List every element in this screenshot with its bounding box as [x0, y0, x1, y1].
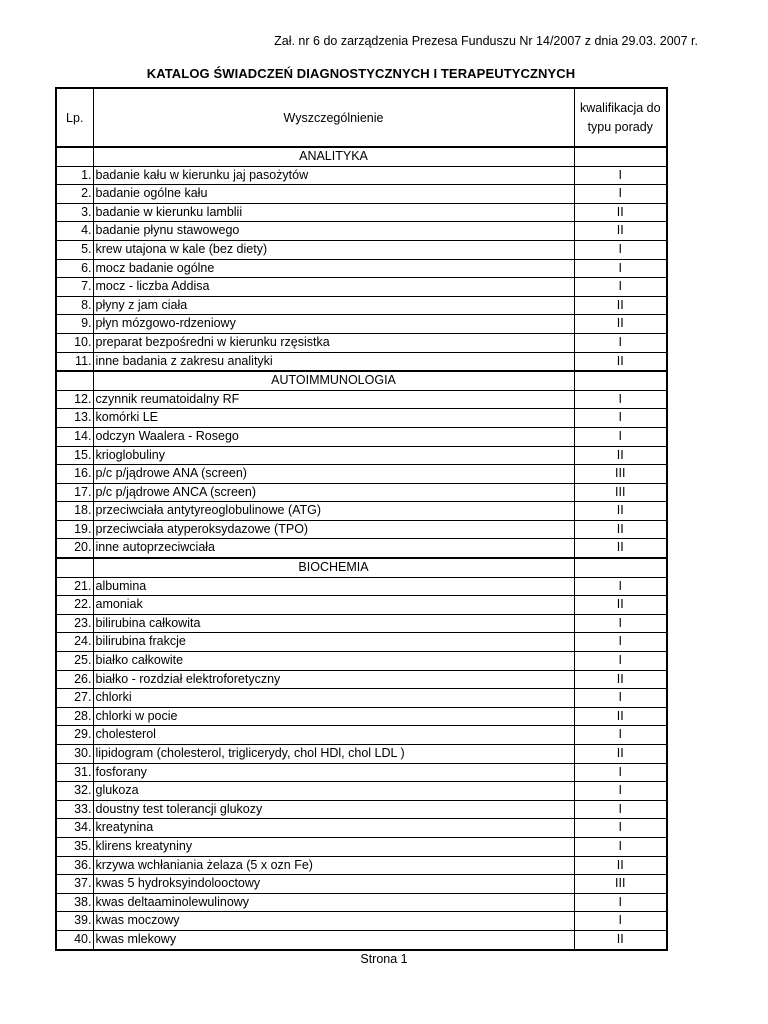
section-row [56, 558, 667, 577]
table-row [56, 520, 667, 539]
row-number: 14. [56, 427, 93, 446]
row-number: 32. [56, 782, 93, 801]
service-name: odczyn Waalera - Rosego [93, 427, 574, 446]
service-name: przeciwciała atyperoksydazowe (TPO) [93, 520, 574, 539]
table-row [56, 315, 667, 334]
table-row [56, 670, 667, 689]
row-number: 10. [56, 333, 93, 352]
service-name: amoniak [93, 596, 574, 615]
service-name: mocz badanie ogólne [93, 259, 574, 278]
table-row [56, 614, 667, 633]
row-number: 36. [56, 856, 93, 875]
qualification-level: I [574, 409, 667, 428]
row-number: 7. [56, 278, 93, 297]
qualification-level: III [574, 875, 667, 894]
service-name: chlorki [93, 689, 574, 708]
service-name: białko całkowite [93, 652, 574, 671]
table-row [56, 689, 667, 708]
row-number: 6. [56, 259, 93, 278]
row-number: 33. [56, 800, 93, 819]
service-name: badanie kału w kierunku jaj pasożytów [93, 166, 574, 185]
table-row [56, 185, 667, 204]
service-name: klirens kreatyniny [93, 837, 574, 856]
row-number: 29. [56, 726, 93, 745]
qualification-level: I [574, 893, 667, 912]
qualification-level: III [574, 465, 667, 484]
table-row [56, 782, 667, 801]
row-number: 35. [56, 837, 93, 856]
row-number: 39. [56, 912, 93, 931]
page-footer: Strona 1 [360, 952, 408, 966]
service-name: kwas mlekowy [93, 930, 574, 949]
qualification-level: I [574, 912, 667, 931]
table-row [56, 222, 667, 241]
table-row [56, 483, 667, 502]
row-number: 3. [56, 203, 93, 222]
service-name: czynnik reumatoidalny RF [93, 390, 574, 409]
service-name: krew utajona w kale (bez diety) [93, 240, 574, 259]
row-number: 40. [56, 930, 93, 949]
qualification-level: I [574, 800, 667, 819]
table-row [56, 596, 667, 615]
qualification-level: III [574, 483, 667, 502]
service-name: białko - rozdział elektroforetyczny [93, 670, 574, 689]
table-row [56, 166, 667, 185]
qualification-level: II [574, 222, 667, 241]
table-row [56, 390, 667, 409]
table-row [56, 930, 667, 949]
section-row [56, 371, 667, 390]
table-header-row [56, 88, 667, 147]
qualification-level: I [574, 240, 667, 259]
row-number: 17. [56, 483, 93, 502]
service-name: p/c p/jądrowe ANCA (screen) [93, 483, 574, 502]
service-name: kreatynina [93, 819, 574, 838]
table-row [56, 707, 667, 726]
row-number: 27. [56, 689, 93, 708]
qualification-level: II [574, 315, 667, 334]
row-number: 34. [56, 819, 93, 838]
row-number: 4. [56, 222, 93, 241]
document-reference: Zał. nr 6 do zarządzenia Prezesa Funduszu Nr 14/2007 z dnia 29.03. 2007 r. [274, 34, 698, 48]
qualification-level: I [574, 837, 667, 856]
section-lp-cell [56, 558, 93, 577]
row-number: 15. [56, 446, 93, 465]
qualification-level: I [574, 259, 667, 278]
table-row [56, 539, 667, 558]
column-header-qualification-line1: kwalifikacja do [579, 101, 661, 115]
table-row [56, 333, 667, 352]
qualification-level: II [574, 203, 667, 222]
column-header-lp: Lp. [56, 88, 93, 147]
row-number: 13. [56, 409, 93, 428]
qualification-level: I [574, 614, 667, 633]
service-name: inne autoprzeciwciała [93, 539, 574, 558]
section-title: ANALITYKA [93, 147, 574, 166]
section-title: BIOCHEMIA [93, 558, 574, 577]
qualification-level: II [574, 502, 667, 521]
service-name: fosforany [93, 763, 574, 782]
table-row [56, 856, 667, 875]
service-name: kwas 5 hydroksyindolooctowy [93, 875, 574, 894]
row-number: 1. [56, 166, 93, 185]
qualification-level: II [574, 670, 667, 689]
row-number: 31. [56, 763, 93, 782]
table-row [56, 800, 667, 819]
table-row [56, 577, 667, 596]
service-name: chlorki w pocie [93, 707, 574, 726]
table-row [56, 352, 667, 371]
row-number: 22. [56, 596, 93, 615]
table-row [56, 837, 667, 856]
row-number: 2. [56, 185, 93, 204]
service-name: płyn mózgowo-rdzeniowy [93, 315, 574, 334]
qualification-level: I [574, 689, 667, 708]
qualification-level: I [574, 427, 667, 446]
table-row [56, 465, 667, 484]
table-row [56, 633, 667, 652]
table-row [56, 912, 667, 931]
service-name: kwas deltaaminolewulinowy [93, 893, 574, 912]
service-name: doustny test tolerancji glukozy [93, 800, 574, 819]
section-qualification-cell [574, 558, 667, 577]
service-name: preparat bezpośredni w kierunku rzęsistka [93, 333, 574, 352]
table-row [56, 278, 667, 297]
service-name: lipidogram (cholesterol, triglicerydy, chol HDl, chol LDL ) [93, 745, 574, 764]
qualification-level: I [574, 577, 667, 596]
service-name: cholesterol [93, 726, 574, 745]
services-catalog-table [55, 87, 668, 951]
section-qualification-cell [574, 371, 667, 390]
document-title: KATALOG ŚWIADCZEŃ DIAGNOSTYCZNYCH I TERAPEUTYCZNYCH [146, 66, 576, 81]
qualification-level: II [574, 446, 667, 465]
service-name: badanie ogólne kału [93, 185, 574, 204]
qualification-level: I [574, 782, 667, 801]
row-number: 37. [56, 875, 93, 894]
service-name: badanie w kierunku lamblii [93, 203, 574, 222]
qualification-level: II [574, 745, 667, 764]
table-row [56, 296, 667, 315]
row-number: 5. [56, 240, 93, 259]
qualification-level: I [574, 166, 667, 185]
qualification-level: I [574, 390, 667, 409]
column-header-qualification [574, 88, 667, 147]
qualification-level: II [574, 520, 667, 539]
row-number: 12. [56, 390, 93, 409]
qualification-level: I [574, 185, 667, 204]
table-row [56, 259, 667, 278]
qualification-level: II [574, 707, 667, 726]
service-name: krioglobuliny [93, 446, 574, 465]
qualification-level: I [574, 763, 667, 782]
table-row [56, 446, 667, 465]
section-lp-cell [56, 147, 93, 166]
service-name: badanie płynu stawowego [93, 222, 574, 241]
service-name: mocz - liczba Addisa [93, 278, 574, 297]
service-name: komórki LE [93, 409, 574, 428]
qualification-level: I [574, 278, 667, 297]
service-name: bilirubina frakcje [93, 633, 574, 652]
table-row [56, 726, 667, 745]
service-name: albumina [93, 577, 574, 596]
table-row [56, 409, 667, 428]
service-name: przeciwciała antytyreoglobulinowe (ATG) [93, 502, 574, 521]
row-number: 18. [56, 502, 93, 521]
table-row [56, 203, 667, 222]
section-lp-cell [56, 371, 93, 390]
service-name: kwas moczowy [93, 912, 574, 931]
row-number: 16. [56, 465, 93, 484]
table-row [56, 240, 667, 259]
service-name: płyny z jam ciała [93, 296, 574, 315]
table-row [56, 427, 667, 446]
row-number: 24. [56, 633, 93, 652]
qualification-level: I [574, 333, 667, 352]
service-name: p/c p/jądrowe ANA (screen) [93, 465, 574, 484]
table-row [56, 893, 667, 912]
qualification-level: I [574, 726, 667, 745]
table-row [56, 652, 667, 671]
section-qualification-cell [574, 147, 667, 166]
row-number: 9. [56, 315, 93, 334]
column-header-qualification-line2: typu porady [587, 120, 653, 134]
qualification-level: II [574, 856, 667, 875]
qualification-level: II [574, 296, 667, 315]
qualification-level: II [574, 539, 667, 558]
row-number: 30. [56, 745, 93, 764]
qualification-level: II [574, 930, 667, 949]
service-name: bilirubina całkowita [93, 614, 574, 633]
qualification-level: I [574, 633, 667, 652]
row-number: 38. [56, 893, 93, 912]
row-number: 8. [56, 296, 93, 315]
qualification-level: II [574, 596, 667, 615]
table-row [56, 763, 667, 782]
row-number: 23. [56, 614, 93, 633]
row-number: 20. [56, 539, 93, 558]
row-number: 19. [56, 520, 93, 539]
service-name: inne badania z zakresu analityki [93, 352, 574, 371]
column-header-name: Wyszczególnienie [93, 88, 574, 147]
table-row [56, 745, 667, 764]
service-name: krzywa wchłaniania żelaza (5 x ozn Fe) [93, 856, 574, 875]
row-number: 26. [56, 670, 93, 689]
row-number: 25. [56, 652, 93, 671]
table-row [56, 502, 667, 521]
qualification-level: I [574, 652, 667, 671]
row-number: 21. [56, 577, 93, 596]
table-row [56, 819, 667, 838]
table-row [56, 875, 667, 894]
row-number: 11. [56, 352, 93, 371]
row-number: 28. [56, 707, 93, 726]
qualification-level: II [574, 352, 667, 371]
service-name: glukoza [93, 782, 574, 801]
qualification-level: I [574, 819, 667, 838]
section-row [56, 147, 667, 166]
section-title: AUTOIMMUNOLOGIA [93, 371, 574, 390]
